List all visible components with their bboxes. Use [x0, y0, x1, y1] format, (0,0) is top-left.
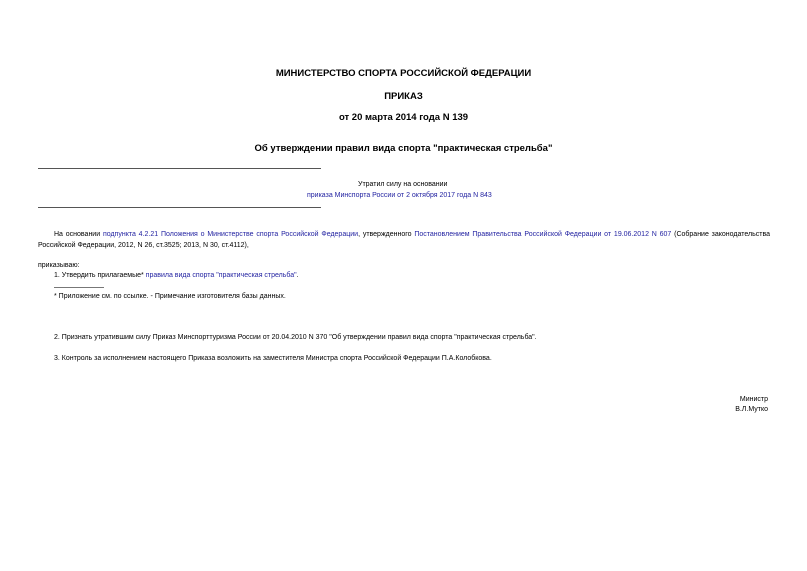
item-3: 3. Контроль за исполнением настоящего Приказа возложить на заместителя Министра спорта Российской Федерации П.А.Колобкова.	[54, 355, 492, 362]
basis-middle: , утвержденного	[358, 231, 415, 238]
footnote-divider	[54, 287, 104, 288]
rules-link[interactable]: правила вида спорта "практическая стрельба"	[145, 272, 297, 279]
item-1-prefix: 1. Утвердить прилагаемые*	[54, 272, 146, 279]
orders-label: приказываю:	[38, 262, 80, 269]
signature-name: В.Л.Мутко	[735, 406, 768, 413]
bottom-divider	[38, 207, 321, 208]
basis-prefix: На основании	[54, 231, 103, 238]
item-1-suffix: .	[296, 272, 299, 279]
decree-link[interactable]: Постановлением Правительства Российской Федерации от 19.06.2012 N 607	[414, 231, 672, 238]
doc-type-heading: ПРИКАЗ	[384, 91, 423, 102]
signature-position: Министр	[739, 396, 768, 403]
date-number-heading: от 20 марта 2014 года N 139	[338, 112, 469, 123]
regulation-link[interactable]: подпункта 4.2.21 Положения о Министерстве спорта Российской Федерации	[102, 231, 359, 238]
top-divider	[38, 168, 321, 169]
item-1	[54, 272, 299, 279]
status-note-link[interactable]: приказа Минспорта России от 2 октября 2017 года N 843	[307, 192, 492, 199]
document-title: Об утверждении правил вида спорта "практическая стрельба"	[254, 143, 553, 154]
ministry-heading: МИНИСТЕРСТВО СПОРТА РОССИЙСКОЙ ФЕДЕРАЦИИ	[275, 68, 532, 79]
basis-paragraph	[38, 229, 770, 251]
basis-suffix: (Собрание законодательства Российской Федерации, 2012, N 26, ст.3525; 2013, N 30, ст.4112),	[38, 231, 770, 249]
footnote: * Приложение см. по ссылке. - Примечание изготовителя базы данных.	[54, 293, 286, 300]
status-note-text: Утратил силу на основании	[358, 181, 448, 188]
item-2: 2. Признать утратившим силу Приказ Минспорттуризма России от 20.04.2010 N 370 "Об утверждении правил вида спорта "практическая стрельба".	[54, 334, 537, 341]
